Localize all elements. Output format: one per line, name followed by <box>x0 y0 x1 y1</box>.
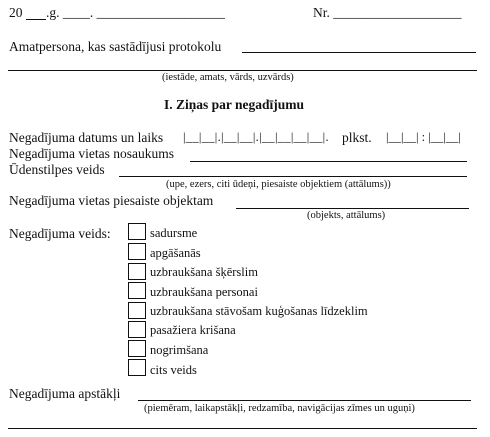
type-checkbox-collision[interactable] <box>128 223 146 240</box>
year-field[interactable] <box>26 19 46 20</box>
type-checkbox-passenger-fall[interactable] <box>128 321 146 338</box>
circumstances-hint: (piemēram, laikapstākļi, redzamība, navigācijas zīmes un uguņi) <box>144 403 415 414</box>
type-checkbox-other[interactable] <box>128 359 146 376</box>
type-checkbox-person[interactable] <box>128 282 146 299</box>
official-field[interactable] <box>242 52 476 53</box>
object-hint: (objekts, attālums) <box>307 210 386 221</box>
water-type-hint: (upe, ezers, citi ūdeņi, piesaiste objektiem (attālums)) <box>166 179 391 190</box>
type-checkbox-capsize[interactable] <box>128 243 146 260</box>
official-label: Amatpersona, kas sastādījusi protokolu <box>9 39 222 54</box>
type-label-obstacle: uzbraukšana šķērslim <box>150 265 258 279</box>
type-label-capsize: apgāšanās <box>150 246 201 260</box>
place-name-label: Negadījuma vietas nosaukums <box>9 146 174 161</box>
type-label-passenger-fall: pasažiera krišana <box>150 323 236 337</box>
accident-type-label: Negadījuma veids: <box>9 226 111 241</box>
date-input-mask[interactable]: |__|__|.|__|__|.|__|__|__|__|. <box>183 130 329 144</box>
type-label-collision: sadursme <box>150 226 198 240</box>
type-checkbox-stationary-vessel[interactable] <box>128 302 146 319</box>
official-field-line-2[interactable] <box>8 70 477 71</box>
type-label-stationary-vessel: uzbraukšana stāvošam kuģošanas līdzeklim <box>150 304 368 318</box>
year-prefix: 20 <box>9 5 23 20</box>
circumstances-label: Negadījuma apstākļi <box>9 386 121 401</box>
circumstances-field-line-2[interactable] <box>8 428 477 429</box>
date-label: Negadījuma datums un laiks <box>9 130 164 145</box>
type-checkbox-obstacle[interactable] <box>128 263 146 280</box>
type-label-sinking: nogrimšana <box>150 343 209 357</box>
time-input-mask[interactable]: |__|__| : |__|__| <box>386 130 461 144</box>
date-header-text: .g. ____. ___________________ <box>46 5 225 20</box>
time-label: plkst. <box>342 130 372 145</box>
protocol-number-label: Nr. ___________________ <box>313 5 462 20</box>
circumstances-field[interactable] <box>138 400 471 401</box>
object-field[interactable] <box>236 208 469 209</box>
place-name-field[interactable] <box>190 161 467 162</box>
water-type-field[interactable] <box>119 176 467 177</box>
object-label: Negadījuma vietas piesaiste objektam <box>9 193 214 208</box>
water-type-label: Ūdenstilpes veids <box>9 162 105 177</box>
section-title: I. Ziņas par negadījumu <box>164 97 305 112</box>
type-checkbox-sinking[interactable] <box>128 340 146 357</box>
type-label-other: cits veids <box>150 363 197 377</box>
official-hint: (iestāde, amats, vārds, uzvārds) <box>162 72 294 83</box>
type-label-person: uzbraukšana personai <box>150 285 258 299</box>
